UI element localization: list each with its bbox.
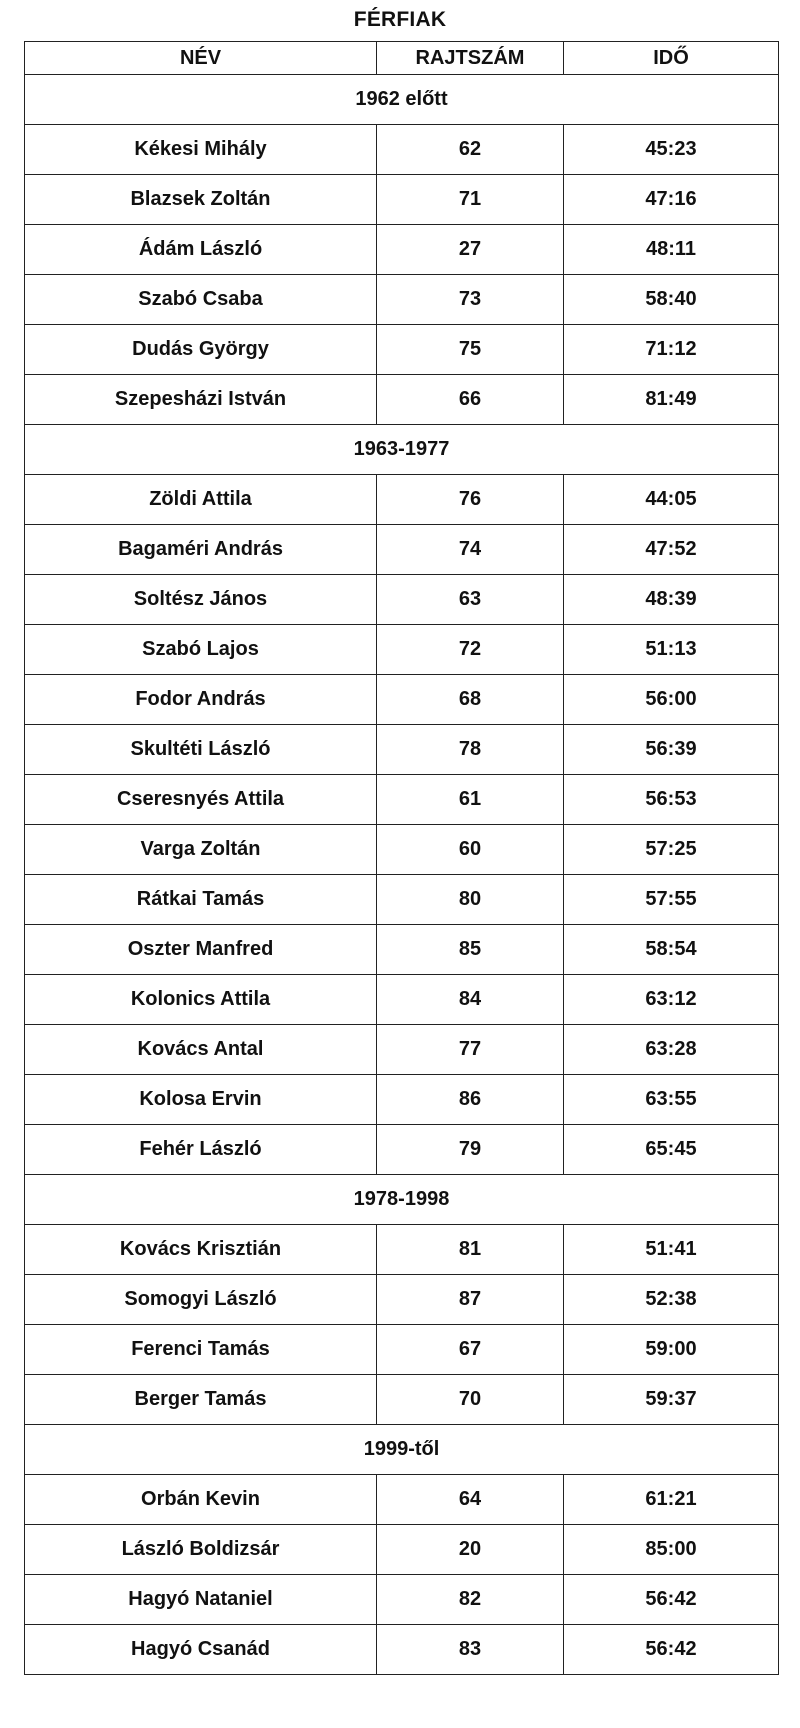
group-label: 1962 előtt — [25, 75, 779, 125]
cell-name: Varga Zoltán — [25, 825, 377, 875]
cell-number: 20 — [377, 1525, 564, 1575]
cell-number: 83 — [377, 1625, 564, 1675]
cell-time: 48:39 — [564, 575, 779, 625]
cell-number: 62 — [377, 125, 564, 175]
cell-time: 58:54 — [564, 925, 779, 975]
page-title: FÉRFIAK — [353, 8, 447, 31]
group-label: 1978-1998 — [25, 1175, 779, 1225]
cell-number: 71 — [377, 175, 564, 225]
cell-number: 64 — [377, 1475, 564, 1525]
cell-time: 45:23 — [564, 125, 779, 175]
table-row — [25, 1025, 779, 1075]
cell-number: 87 — [377, 1275, 564, 1325]
table-row — [25, 525, 779, 575]
cell-name: László Boldizsár — [25, 1525, 377, 1575]
cell-time: 56:00 — [564, 675, 779, 725]
cell-name: Szepesházi István — [25, 375, 377, 425]
group-row — [25, 1425, 779, 1475]
cell-name: Oszter Manfred — [25, 925, 377, 975]
cell-name: Kovács Krisztián — [25, 1225, 377, 1275]
cell-name: Rátkai Tamás — [25, 875, 377, 925]
group-row — [25, 425, 779, 475]
cell-name: Kékesi Mihály — [25, 125, 377, 175]
cell-name: Kolonics Attila — [25, 975, 377, 1025]
cell-name: Hagyó Csanád — [25, 1625, 377, 1675]
cell-time: 63:55 — [564, 1075, 779, 1125]
group-row — [25, 75, 779, 125]
cell-name: Szabó Csaba — [25, 275, 377, 325]
cell-number: 76 — [377, 475, 564, 525]
column-header-number: RAJTSZÁM — [377, 42, 564, 75]
cell-time: 47:52 — [564, 525, 779, 575]
table-row — [25, 925, 779, 975]
cell-number: 60 — [377, 825, 564, 875]
cell-name: Ferenci Tamás — [25, 1325, 377, 1375]
table-row — [25, 275, 779, 325]
cell-time: 56:53 — [564, 775, 779, 825]
column-header-name: NÉV — [25, 42, 377, 75]
cell-name: Skultéti László — [25, 725, 377, 775]
cell-number: 81 — [377, 1225, 564, 1275]
table-row — [25, 1575, 779, 1625]
cell-time: 48:11 — [564, 225, 779, 275]
cell-number: 79 — [377, 1125, 564, 1175]
cell-name: Szabó Lajos — [25, 625, 377, 675]
cell-time: 61:21 — [564, 1475, 779, 1525]
table-row — [25, 1375, 779, 1425]
cell-name: Hagyó Nataniel — [25, 1575, 377, 1625]
cell-number: 68 — [377, 675, 564, 725]
cell-name: Kolosa Ervin — [25, 1075, 377, 1125]
group-label: 1963-1977 — [25, 425, 779, 475]
cell-name: Somogyi László — [25, 1275, 377, 1325]
cell-time: 57:25 — [564, 825, 779, 875]
cell-time: 57:55 — [564, 875, 779, 925]
table-row — [25, 1125, 779, 1175]
table-row — [25, 1525, 779, 1575]
cell-number: 72 — [377, 625, 564, 675]
cell-number: 74 — [377, 525, 564, 575]
cell-name: Dudás György — [25, 325, 377, 375]
table-row — [25, 1225, 779, 1275]
cell-time: 65:45 — [564, 1125, 779, 1175]
cell-name: Ádám László — [25, 225, 377, 275]
cell-name: Berger Tamás — [25, 1375, 377, 1425]
cell-time: 71:12 — [564, 325, 779, 375]
cell-name: Bagaméri András — [25, 525, 377, 575]
cell-time: 63:28 — [564, 1025, 779, 1075]
cell-number: 27 — [377, 225, 564, 275]
cell-time: 59:00 — [564, 1325, 779, 1375]
cell-time: 52:38 — [564, 1275, 779, 1325]
table-row — [25, 625, 779, 675]
cell-name: Kovács Antal — [25, 1025, 377, 1075]
table-row — [25, 975, 779, 1025]
cell-number: 70 — [377, 1375, 564, 1425]
cell-number: 73 — [377, 275, 564, 325]
table-row — [25, 1625, 779, 1675]
cell-time: 51:13 — [564, 625, 779, 675]
cell-time: 56:39 — [564, 725, 779, 775]
cell-time: 63:12 — [564, 975, 779, 1025]
cell-number: 67 — [377, 1325, 564, 1375]
cell-time: 59:37 — [564, 1375, 779, 1425]
cell-name: Fodor András — [25, 675, 377, 725]
cell-name: Cseresnyés Attila — [25, 775, 377, 825]
cell-number: 85 — [377, 925, 564, 975]
cell-number: 75 — [377, 325, 564, 375]
table-row — [25, 1475, 779, 1525]
table-row — [25, 325, 779, 375]
table-row — [25, 175, 779, 225]
table-row — [25, 875, 779, 925]
header-row — [25, 42, 779, 75]
cell-number: 77 — [377, 1025, 564, 1075]
cell-number: 80 — [377, 875, 564, 925]
cell-name: Soltész János — [25, 575, 377, 625]
table-row — [25, 1275, 779, 1325]
cell-time: 47:16 — [564, 175, 779, 225]
table-row — [25, 575, 779, 625]
table-row — [25, 375, 779, 425]
table-row — [25, 725, 779, 775]
cell-time: 85:00 — [564, 1525, 779, 1575]
group-row — [25, 1175, 779, 1225]
table-row — [25, 1075, 779, 1125]
cell-number: 66 — [377, 375, 564, 425]
cell-number: 86 — [377, 1075, 564, 1125]
table-row — [25, 475, 779, 525]
cell-number: 78 — [377, 725, 564, 775]
results-table — [24, 41, 779, 1675]
cell-name: Zöldi Attila — [25, 475, 377, 525]
cell-name: Fehér László — [25, 1125, 377, 1175]
cell-time: 56:42 — [564, 1625, 779, 1675]
cell-time: 51:41 — [564, 1225, 779, 1275]
group-label: 1999-től — [25, 1425, 779, 1475]
cell-time: 58:40 — [564, 275, 779, 325]
table-row — [25, 775, 779, 825]
table-row — [25, 1325, 779, 1375]
cell-number: 63 — [377, 575, 564, 625]
results-body — [25, 75, 779, 1675]
cell-name: Orbán Kevin — [25, 1475, 377, 1525]
cell-time: 56:42 — [564, 1575, 779, 1625]
cell-number: 84 — [377, 975, 564, 1025]
cell-time: 44:05 — [564, 475, 779, 525]
column-header-time: IDŐ — [564, 42, 779, 75]
cell-number: 61 — [377, 775, 564, 825]
table-row — [25, 125, 779, 175]
cell-number: 82 — [377, 1575, 564, 1625]
cell-time: 81:49 — [564, 375, 779, 425]
table-row — [25, 825, 779, 875]
table-row — [25, 675, 779, 725]
table-row — [25, 225, 779, 275]
cell-name: Blazsek Zoltán — [25, 175, 377, 225]
